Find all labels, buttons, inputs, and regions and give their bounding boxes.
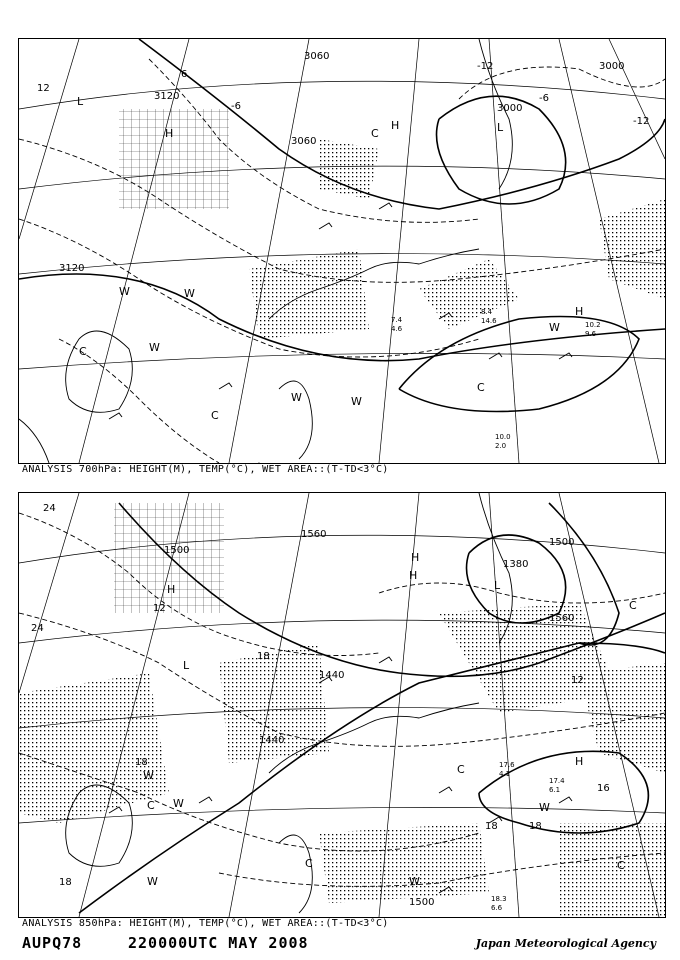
center-letter: H xyxy=(391,119,400,132)
center-letter: H xyxy=(575,755,584,768)
temp-label: 12 xyxy=(571,675,584,686)
center-letter: C xyxy=(211,409,219,422)
height-label: 3060 xyxy=(291,136,317,147)
panel-700-caption: ANALYSIS 700hPa: HEIGHT(M), TEMP(°C), WET AREA::(T-TD<3°C) xyxy=(22,464,389,475)
temp-label: 18 xyxy=(529,821,542,832)
temp-label: -6 xyxy=(231,101,241,112)
wind-barbs xyxy=(109,203,572,463)
center-letter: C xyxy=(147,799,155,812)
center-letter: H xyxy=(575,305,584,318)
station-value: 18.3 xyxy=(491,895,507,903)
temp-label: 18 xyxy=(59,877,72,888)
center-letter: L xyxy=(77,95,84,108)
temp-label: 18 xyxy=(485,821,498,832)
center-letter: L xyxy=(497,121,504,134)
center-letter: W xyxy=(119,285,130,298)
station-value: 4.6 xyxy=(391,325,403,333)
height-label: 1500 xyxy=(164,545,190,556)
center-letter: L xyxy=(494,579,501,592)
temp-label: -12 xyxy=(477,61,494,72)
center-letter: W xyxy=(351,395,362,408)
center-letter: W xyxy=(173,797,184,810)
center-letter: L xyxy=(183,659,190,672)
center-letter: W xyxy=(184,287,195,300)
panel-850-caption: ANALYSIS 850hPa: HEIGHT(M), TEMP(°C), WET AREA::(T-TD<3°C) xyxy=(22,918,389,929)
station-value: 4.1 xyxy=(499,770,511,778)
map-panel-700hpa xyxy=(18,38,666,464)
temp-label: -6 xyxy=(539,93,549,104)
center-letter: C xyxy=(371,127,379,140)
height-label: 3120 xyxy=(154,91,180,102)
center-letter: C xyxy=(617,859,625,872)
center-letter: W xyxy=(147,875,158,888)
center-letter: W xyxy=(149,341,160,354)
center-letter: H xyxy=(167,583,176,596)
height-label: 1440 xyxy=(319,670,345,681)
station-value: 8.4 xyxy=(481,308,493,316)
height-label: 1500 xyxy=(409,897,435,908)
height-label: 1560 xyxy=(549,613,575,624)
center-letter: W xyxy=(291,391,302,404)
center-letter: C xyxy=(629,599,637,612)
temp-label: 12 xyxy=(153,603,166,614)
center-letter: W xyxy=(143,769,154,782)
station-value: 6.1 xyxy=(549,786,561,794)
temp-label: -12 xyxy=(633,116,650,127)
station-values xyxy=(491,761,565,912)
height-label: 1500 xyxy=(549,537,575,548)
temp-label: 6 xyxy=(181,69,188,80)
station-value: 2.0 xyxy=(495,442,507,450)
station-value: 9.6 xyxy=(585,330,597,338)
temp-label: 24 xyxy=(31,623,44,634)
center-letter: C xyxy=(477,381,485,394)
center-letter: W xyxy=(409,875,420,888)
map-panel-850hpa xyxy=(18,492,666,918)
wet-areas xyxy=(19,503,665,917)
map-850-svg xyxy=(19,493,665,917)
temp-label: 18 xyxy=(135,757,148,768)
station-value: 14.6 xyxy=(481,317,497,325)
center-letter: C xyxy=(79,345,87,358)
station-value: 7.4 xyxy=(391,316,403,324)
chart-code: AUPQ78 xyxy=(22,934,83,952)
height-label: 3000 xyxy=(599,61,625,72)
temp-label: 24 xyxy=(43,503,56,514)
agency-name: Japan Meteorological Agency xyxy=(475,937,656,950)
center-letter: H xyxy=(411,551,420,564)
station-value: 10.2 xyxy=(585,321,601,329)
height-label: 1380 xyxy=(503,559,529,570)
center-letter: C xyxy=(305,857,313,870)
map-700-svg xyxy=(19,39,665,463)
temp-label: 12 xyxy=(37,83,50,94)
height-label: 1440 xyxy=(259,735,285,746)
station-value: 10.0 xyxy=(495,433,511,441)
center-letter: W xyxy=(549,321,560,334)
height-label: 3060 xyxy=(304,51,330,62)
center-letter: C xyxy=(457,763,465,776)
station-values xyxy=(391,308,601,450)
temp-label: 18 xyxy=(257,651,270,662)
center-letter: H xyxy=(409,569,418,582)
height-label: 3120 xyxy=(59,263,85,274)
height-label: 1560 xyxy=(301,529,327,540)
center-letter: H xyxy=(165,127,174,140)
height-label: 3000 xyxy=(497,103,523,114)
station-value: 6.6 xyxy=(491,904,503,912)
station-value: 17.4 xyxy=(549,777,565,785)
temp-label: 16 xyxy=(597,783,610,794)
valid-time: 220000UTC MAY 2008 xyxy=(128,934,309,952)
center-letter: W xyxy=(539,801,550,814)
station-value: 17.6 xyxy=(499,761,515,769)
